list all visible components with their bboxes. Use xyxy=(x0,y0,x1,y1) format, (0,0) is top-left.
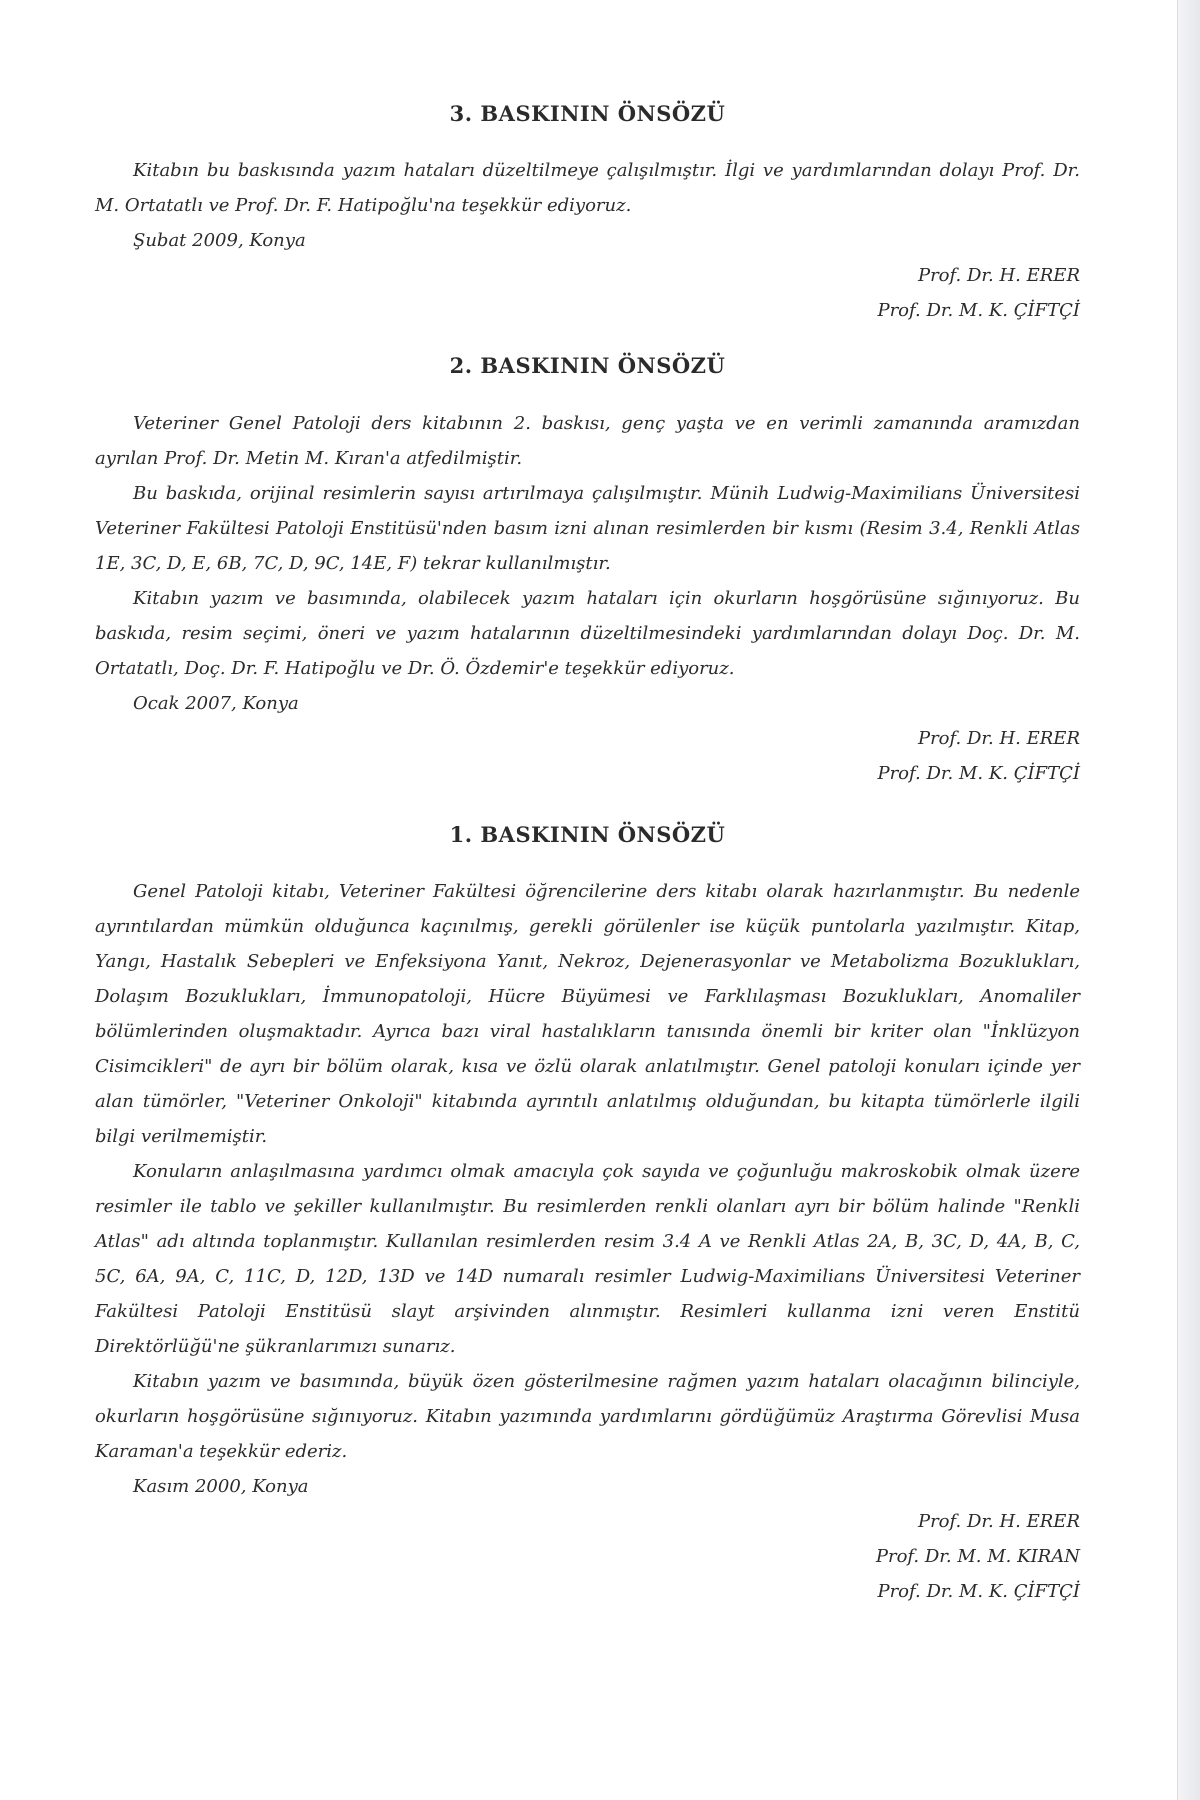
signature: Prof. Dr. H. ERER xyxy=(917,265,1080,287)
signature: Prof. Dr. H. ERER xyxy=(917,1510,1080,1532)
signature: Prof. Dr. M. K. ÇİFTÇİ xyxy=(877,762,1080,784)
paragraph: Veteriner Genel Patoloji ders kitabının 2. baskısı, genç yaşta ve en verimli zamanında aramızdan ayrılan Prof. Dr. Metin M. Kıran'a atfedilmiştir. xyxy=(95,412,1080,469)
paragraph: Kitabın yazım ve basımında, büyük özen gösterilmesine rağmen yazım hataları olacağının bilinciyle, okurların hoşgörüsüne sığınıyoruz. Kitabın yazımında yardımlarını gördüğümüz Araştırma Görevlisi Musa Karaman'a teşekkür ederiz. xyxy=(95,1370,1080,1462)
paragraph: Genel Patoloji kitabı, Veteriner Fakültesi öğrencilerine ders kitabı olarak hazırlanmıştır. Bu nedenle ayrıntılardan mümkün olduğunca kaçınılmış, gerekli görülenler ise küçük puntolarla yazılmıştır. Kitap, Yangı, Hastalık Sebepleri ve Enfeksiyona Yanıt, Nekroz, Dejenerasyonlar ve Metabolizma Bozuklukları, Dolaşım Bozuklukları, İmmunopatoloji, Hücre Büyümesi ve Farklılaşması Bozuklukları, Anomaliler bölümlerinden oluşmaktadır. Ayrıca bazı viral hastalıkların tanısında önemli bir kriter olan "İnklüzyon Cisimcikleri" de ayrı bir bölüm olarak, kısa ve özlü olarak anlatılmıştır. Genel patoloji konuları içinde yer alan tümörler, "Veteriner Onkoloji" kitabında ayrıntılı anlatılmış olduğundan, bu kitapta tümörlerle ilgili bilgi verilmemiştir. xyxy=(95,880,1080,1147)
date-place: Kasım 2000, Konya xyxy=(133,1475,309,1497)
signature: Prof. Dr. M. M. KIRAN xyxy=(875,1545,1080,1567)
section-title: 1. BASKININ ÖNSÖZÜ xyxy=(449,821,726,847)
date-place: Ocak 2007, Konya xyxy=(133,692,299,714)
paragraph: Bu baskıda, orijinal resimlerin sayısı artırılmaya çalışılmıştır. Münih Ludwig-Maximilians Üniversitesi Veteriner Fakültesi Patoloji Enstitüsü'nden basım izni alınan resimlerden bir kısmı (Resim 3.4, Renkli Atlas 1E, 3C, D, E, 6B, 7C, D, 9C, 14E, F) tekrar kullanılmıştır. xyxy=(95,482,1080,574)
signature-block xyxy=(95,721,1080,791)
signature: Prof. Dr. M. K. ÇİFTÇİ xyxy=(877,1580,1080,1602)
signature: Prof. Dr. M. K. ÇİFTÇİ xyxy=(877,300,1080,322)
date-place: Şubat 2009, Konya xyxy=(133,230,306,252)
paragraph: Kitabın bu baskısında yazım hataları düzeltilmeye çalışılmıştır. İlgi ve yardımlarından dolayı Prof. Dr. M. Ortatatlı ve Prof. Dr. F. Hatipoğlu'na teşekkür ediyoruz. xyxy=(95,160,1080,217)
preface-third-edition xyxy=(95,100,1080,328)
preface-second-edition xyxy=(95,352,1080,790)
paragraph: Kitabın yazım ve basımında, olabilecek yazım hataları için okurların hoşgörüsüne sığınıyoruz. Bu baskıda, resim seçimi, öneri ve yazım hatalarının düzeltilmesindeki yardımlarından dolayı Doç. Dr. M. Ortatatlı, Doç. Dr. F. Hatipoğlu ve Dr. Ö. Özdemir'e teşekkür ediyoruz. xyxy=(95,587,1080,679)
preface-first-edition xyxy=(95,821,1080,1609)
document-page xyxy=(95,100,1080,1609)
section-title: 2. BASKININ ÖNSÖZÜ xyxy=(449,353,726,379)
signature-block xyxy=(95,258,1080,328)
page-edge xyxy=(1177,0,1200,1800)
paragraph: Konuların anlaşılmasına yardımcı olmak amacıyla çok sayıda ve çoğunluğu makroskobik olmak üzere resimler ile tablo ve şekiller kullanılmıştır. Bu resimlerden renkli olanları ayrı bir bölüm halinde "Renkli Atlas" adı altında toplanmıştır. Kullanılan resimlerden resim 3.4 A ve Renkli Atlas 2A, B, 3C, D, 4A, B, C, 5C, 6A, 9A, C, 11C, D, 12D, 13D ve 14D numaralı resimler Ludwig-Maximilians Üniversitesi Veteriner Fakültesi Patoloji Enstitüsü slayt arşivinden alınmıştır. Resimleri kullanma izni veren Enstitü Direktörlüğü'ne şükranlarımızı sunarız. xyxy=(95,1160,1080,1357)
signature: Prof. Dr. H. ERER xyxy=(917,727,1080,749)
section-title: 3. BASKININ ÖNSÖZÜ xyxy=(449,101,726,126)
signature-block xyxy=(95,1504,1080,1609)
